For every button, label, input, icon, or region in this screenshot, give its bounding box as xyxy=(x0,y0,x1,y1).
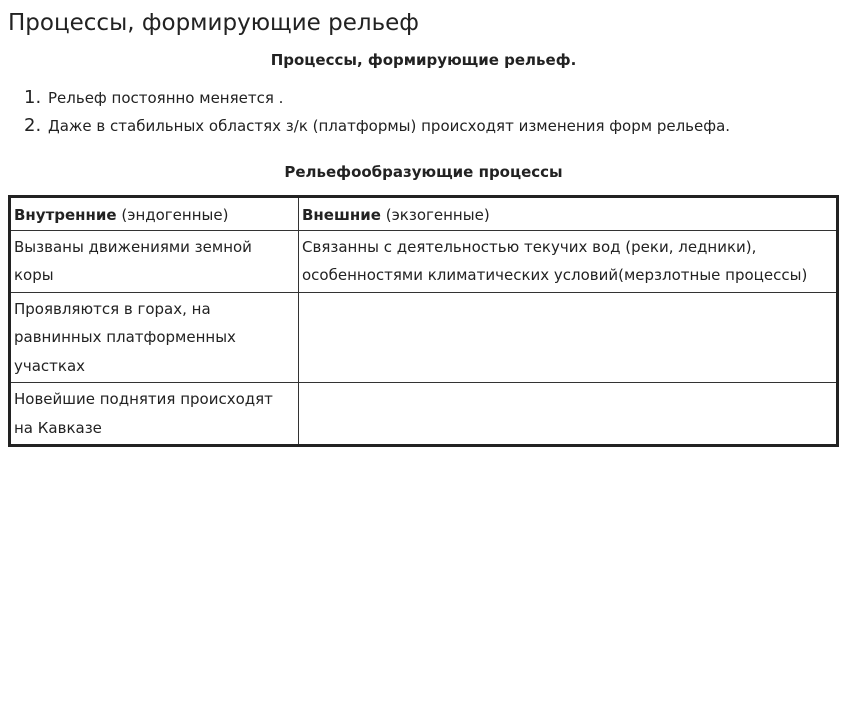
table-row xyxy=(10,230,838,292)
processes-table xyxy=(8,195,839,447)
header-bold-text: Внутренние xyxy=(14,206,117,224)
header-bold-text: Внешние xyxy=(302,206,381,224)
table-cell: Связанны с деятельностью текучих вод (реки, ледники), особенностями климатических условий(мерзлотные процессы) xyxy=(299,230,838,292)
table-header-row xyxy=(10,197,838,231)
list-item-text: Даже в стабильных областях з/к (платформы) происходят изменения форм рельефа. xyxy=(48,117,731,135)
list-item-number: 1. xyxy=(24,87,42,108)
header-rest-text: (экзогенные) xyxy=(380,206,490,224)
page-title: Процессы, формирующие рельеф xyxy=(8,10,419,36)
document-subtitle: Процессы, формирующие рельеф. xyxy=(270,51,577,69)
list-item-number: 2. xyxy=(24,115,42,136)
table-cell: Новейшие поднятия происходят на Кавказе xyxy=(10,383,299,446)
points-list xyxy=(24,87,730,143)
header-cell-exogenous xyxy=(299,197,838,231)
table-cell xyxy=(299,292,838,383)
table-title: Рельефообразующие процессы xyxy=(284,163,563,181)
table-cell: Вызваны движениями земной коры xyxy=(10,230,299,292)
table-cell xyxy=(299,383,838,446)
list-item xyxy=(24,115,730,143)
table-row xyxy=(10,383,838,446)
header-rest-text: (эндогенные) xyxy=(116,206,229,224)
table-row xyxy=(10,292,838,383)
list-item-text: Рельеф постоянно меняется . xyxy=(48,89,284,107)
list-item xyxy=(24,87,730,115)
table-cell: Проявляются в горах, на равнинных платформенных участках xyxy=(10,292,299,383)
header-cell-endogenous xyxy=(10,197,299,231)
